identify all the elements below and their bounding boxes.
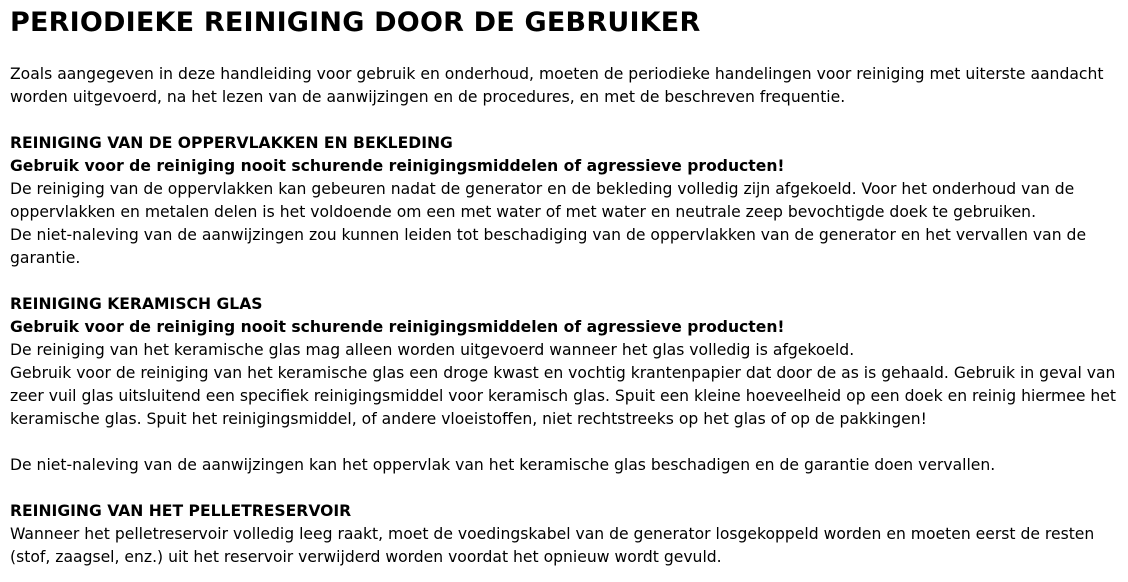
paragraph-gap	[10, 431, 1118, 454]
section-title: REINIGING KERAMISCH GLAS	[10, 295, 263, 313]
section-surfaces	[10, 132, 1118, 270]
section-paragraph: De reiniging van de oppervlakken kan gebeuren nadat de generator en de bekleding volledig zijn afgekoeld. Voor het onderhoud van de oppervlakken en metalen delen is het voldoende om een met water of met water en neutrale zeep bevochtigde doek te gebruiken.	[10, 180, 1075, 221]
page-title: PERIODIEKE REINIGING DOOR DE GEBRUIKER	[10, 7, 701, 38]
section-paragraph: De reiniging van het keramische glas mag alleen worden uitgevoerd wanneer het glas volledig is afgekoeld.	[10, 341, 855, 359]
intro-paragraph: Zoals aangegeven in deze handleiding voor gebruik en onderhoud, moeten de periodieke handelingen voor reiniging met uiterste aandacht worden uitgevoerd, na het lezen van de aanwijzingen en de procedures, en met de beschreven frequentie.	[10, 65, 1104, 106]
section-pellet-reservoir	[10, 500, 1118, 569]
warning-text: Gebruik voor de reiniging nooit schurende reinigingsmiddelen of agressieve producten!	[10, 157, 785, 175]
section-paragraph: De niet-naleving van de aanwijzingen zou kunnen leiden tot beschadiging van de oppervlakken van de generator en het vervallen van de garantie.	[10, 226, 1087, 267]
section-paragraph: Gebruik voor de reiniging van het keramische glas een droge kwast en vochtig krantenpapier dat door de as is gehaald. Gebruik in geval van zeer vuil glas uitsluitend een specifiek reinigingsmiddel voor keramisch glas. Spuit een kleine hoeveelheid op een doek en reinig hiermee het keramische glas. Spuit het reinigingsmiddel, of andere vloeistoffen, niet rechtstreeks op het glas of op de pakkingen!	[10, 364, 1116, 428]
section-title: REINIGING VAN HET PELLETRESERVOIR	[10, 502, 352, 520]
section-title: REINIGING VAN DE OPPERVLAKKEN EN BEKLEDING	[10, 134, 453, 152]
section-paragraph: Wanneer het pelletreservoir volledig leeg raakt, moet de voedingskabel van de generator losgekoppeld worden en moeten eerst de resten (stof, zaagsel, enz.) uit het reservoir verwijderd worden voordat het opnieuw wordt gevuld.	[10, 525, 1095, 566]
section-paragraph: De niet-naleving van de aanwijzingen kan het oppervlak van het keramische glas beschadigen en de garantie doen vervallen.	[10, 456, 996, 474]
section-ceramic-glass	[10, 293, 1118, 477]
warning-text: Gebruik voor de reiniging nooit schurende reinigingsmiddelen of agressieve producten!	[10, 318, 785, 336]
